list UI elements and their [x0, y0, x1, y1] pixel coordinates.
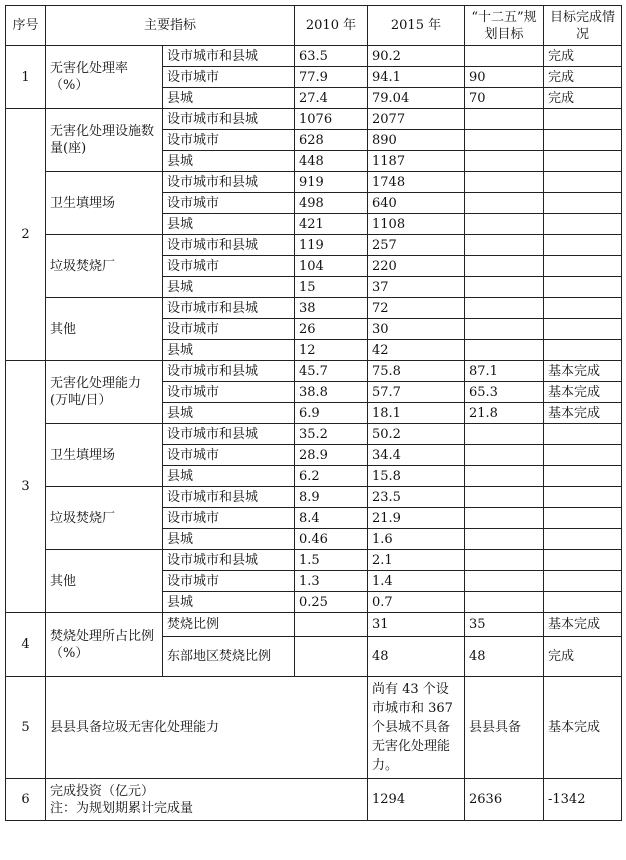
value-2010: 1.3: [295, 571, 368, 592]
status: 完成: [544, 88, 622, 109]
table-row: [6, 298, 622, 319]
indicator-group: 其他: [46, 298, 163, 361]
value-2010: 28.9: [295, 445, 368, 466]
seq-number: 4: [6, 613, 46, 677]
value-2010: 421: [295, 214, 368, 235]
value-2015: 640: [368, 193, 465, 214]
plan-target: 2636: [465, 779, 544, 821]
investment-note: 注：为规划期累计完成量: [50, 800, 194, 816]
status: [544, 592, 622, 613]
sub-indicator: 设市城市和县城: [163, 46, 295, 67]
value-2015: 94.1: [368, 67, 465, 88]
value-2010: 119: [295, 235, 368, 256]
table-row: [6, 109, 622, 130]
indicator-label: 县县具备垃圾无害化处理能力: [46, 677, 368, 779]
plan-target: 21.8: [465, 403, 544, 424]
value-2010: 628: [295, 130, 368, 151]
sub-indicator: 设市城市和县城: [163, 109, 295, 130]
plan-target: [465, 424, 544, 445]
investment-label: 完成投资（亿元）: [50, 783, 155, 799]
indicator-group: 无害化处理设施数量(座): [46, 109, 163, 172]
sub-indicator: 焚烧比例: [163, 613, 295, 637]
value-2015: 1294: [368, 779, 465, 821]
status: 完成: [544, 67, 622, 88]
table-row: [6, 550, 622, 571]
indicator-group: 垃圾焚烧厂: [46, 235, 163, 298]
value-2015: 31: [368, 613, 465, 637]
value-2015: 21.9: [368, 508, 465, 529]
value-2010: 26: [295, 319, 368, 340]
sub-indicator: 设市城市: [163, 508, 295, 529]
indicator-group: 卫生填埋场: [46, 172, 163, 235]
status: [544, 529, 622, 550]
value-2010: 8.9: [295, 487, 368, 508]
value-2010: 448: [295, 151, 368, 172]
value-2015: 48: [368, 637, 465, 677]
header-2010: 2010 年: [295, 6, 368, 46]
header-2015: 2015 年: [368, 6, 465, 46]
status: [544, 214, 622, 235]
header-status: 目标完成情况: [544, 6, 622, 46]
sub-indicator: 设市城市和县城: [163, 424, 295, 445]
plan-target: 70: [465, 88, 544, 109]
value-2010: 15: [295, 277, 368, 298]
value-2010: [295, 613, 368, 637]
plan-target: 65.3: [465, 382, 544, 403]
indicator-group: 无害化处理能力(万吨/日）: [46, 361, 163, 424]
status: [544, 424, 622, 445]
value-2015: 1748: [368, 172, 465, 193]
status: 基本完成: [544, 382, 622, 403]
status: [544, 277, 622, 298]
plan-target: [465, 319, 544, 340]
plan-target: [465, 340, 544, 361]
header-plan-target: “十二五”规划目标: [465, 6, 544, 46]
value-2015: 79.04: [368, 88, 465, 109]
status: 完成: [544, 637, 622, 677]
status: -1342: [544, 779, 622, 821]
value-2015: 尚有 43 个设市城市和 367 个县城不具备无害化处理能力。: [368, 677, 465, 779]
sub-indicator: 县城: [163, 214, 295, 235]
plan-target: 87.1: [465, 361, 544, 382]
value-2015: 1.6: [368, 529, 465, 550]
plan-target: 县县具备: [465, 677, 544, 779]
value-2010: 8.4: [295, 508, 368, 529]
plan-target: [465, 46, 544, 67]
indicator-group: 垃圾焚烧厂: [46, 487, 163, 550]
table-row: [6, 172, 622, 193]
sub-indicator: 设市城市: [163, 571, 295, 592]
value-2010: 63.5: [295, 46, 368, 67]
value-2010: 0.46: [295, 529, 368, 550]
sub-indicator: 县城: [163, 592, 295, 613]
sub-indicator: 东部地区焚烧比例: [163, 637, 295, 677]
plan-target: 90: [465, 67, 544, 88]
value-2010: 77.9: [295, 67, 368, 88]
plan-target: [465, 550, 544, 571]
status: [544, 193, 622, 214]
value-2015: 0.7: [368, 592, 465, 613]
value-2015: 75.8: [368, 361, 465, 382]
sub-indicator: 设市城市和县城: [163, 298, 295, 319]
value-2015: 72: [368, 298, 465, 319]
indicator-group: 其他: [46, 550, 163, 613]
status: [544, 571, 622, 592]
value-2010: 38.8: [295, 382, 368, 403]
plan-target: [465, 487, 544, 508]
status: [544, 487, 622, 508]
value-2010: 38: [295, 298, 368, 319]
sub-indicator: 设市城市和县城: [163, 487, 295, 508]
seq-number: 1: [6, 46, 46, 109]
status: [544, 235, 622, 256]
plan-target: [465, 214, 544, 235]
sub-indicator: 设市城市: [163, 382, 295, 403]
status: [544, 130, 622, 151]
plan-target: [465, 466, 544, 487]
table-row: [6, 613, 622, 637]
status: [544, 550, 622, 571]
indicator-label: [46, 779, 368, 821]
table-row: [6, 424, 622, 445]
value-2010: 35.2: [295, 424, 368, 445]
indicator-group: 卫生填埋场: [46, 424, 163, 487]
seq-number: 3: [6, 361, 46, 613]
plan-target: [465, 529, 544, 550]
plan-target: [465, 172, 544, 193]
sub-indicator: 县城: [163, 403, 295, 424]
plan-target: 35: [465, 613, 544, 637]
table-row: [6, 361, 622, 382]
sub-indicator: 设市城市和县城: [163, 550, 295, 571]
status: [544, 466, 622, 487]
status: [544, 298, 622, 319]
value-2015: 57.7: [368, 382, 465, 403]
value-2015: 42: [368, 340, 465, 361]
sub-indicator: 设市城市: [163, 193, 295, 214]
waste-treatment-table: [5, 5, 622, 821]
sub-indicator: 设市城市: [163, 67, 295, 88]
value-2010: 12: [295, 340, 368, 361]
value-2015: 90.2: [368, 46, 465, 67]
plan-target: [465, 151, 544, 172]
header-row: [6, 6, 622, 46]
plan-target: [465, 256, 544, 277]
value-2010: 0.25: [295, 592, 368, 613]
seq-number: 2: [6, 109, 46, 361]
sub-indicator: 设市城市和县城: [163, 361, 295, 382]
status: 基本完成: [544, 677, 622, 779]
value-2015: 23.5: [368, 487, 465, 508]
plan-target: [465, 298, 544, 319]
value-2015: 1187: [368, 151, 465, 172]
value-2015: 37: [368, 277, 465, 298]
plan-target: [465, 235, 544, 256]
status: [544, 340, 622, 361]
plan-target: [465, 445, 544, 466]
value-2010: 27.4: [295, 88, 368, 109]
sub-indicator: 设市城市: [163, 130, 295, 151]
sub-indicator: 县城: [163, 151, 295, 172]
value-2015: 220: [368, 256, 465, 277]
plan-target: [465, 277, 544, 298]
value-2015: 34.4: [368, 445, 465, 466]
sub-indicator: 设市城市和县城: [163, 172, 295, 193]
value-2010: 1.5: [295, 550, 368, 571]
value-2015: 890: [368, 130, 465, 151]
table-row: [6, 677, 622, 779]
sub-indicator: 设市城市: [163, 319, 295, 340]
sub-indicator: 县城: [163, 466, 295, 487]
seq-number: 6: [6, 779, 46, 821]
table-row: [6, 46, 622, 67]
sub-indicator: 县城: [163, 88, 295, 109]
plan-target: [465, 571, 544, 592]
value-2015: 18.1: [368, 403, 465, 424]
value-2015: 50.2: [368, 424, 465, 445]
indicator-group: 焚烧处理所占比例（%）: [46, 613, 163, 677]
seq-number: 5: [6, 677, 46, 779]
value-2010: 45.7: [295, 361, 368, 382]
table-row: [6, 487, 622, 508]
status: [544, 445, 622, 466]
sub-indicator: 县城: [163, 277, 295, 298]
status: [544, 319, 622, 340]
value-2010: 104: [295, 256, 368, 277]
plan-target: [465, 508, 544, 529]
sub-indicator: 县城: [163, 340, 295, 361]
value-2015: 2.1: [368, 550, 465, 571]
value-2010: 6.2: [295, 466, 368, 487]
value-2010: 919: [295, 172, 368, 193]
status: [544, 151, 622, 172]
plan-target: 48: [465, 637, 544, 677]
status: [544, 109, 622, 130]
status: 基本完成: [544, 361, 622, 382]
plan-target: [465, 130, 544, 151]
value-2010: 6.9: [295, 403, 368, 424]
status: [544, 172, 622, 193]
sub-indicator: 设市城市: [163, 256, 295, 277]
value-2015: 15.8: [368, 466, 465, 487]
value-2010: 498: [295, 193, 368, 214]
status: 完成: [544, 46, 622, 67]
status: [544, 256, 622, 277]
status: 基本完成: [544, 613, 622, 637]
value-2015: 2077: [368, 109, 465, 130]
indicator-group: 无害化处理率（%）: [46, 46, 163, 109]
sub-indicator: 县城: [163, 529, 295, 550]
value-2010: [295, 637, 368, 677]
status: 基本完成: [544, 403, 622, 424]
table-row: [6, 235, 622, 256]
value-2015: 1.4: [368, 571, 465, 592]
header-seq: 序号: [6, 6, 46, 46]
sub-indicator: 设市城市和县城: [163, 235, 295, 256]
value-2015: 30: [368, 319, 465, 340]
sub-indicator: 设市城市: [163, 445, 295, 466]
status: [544, 508, 622, 529]
plan-target: [465, 109, 544, 130]
table-row: [6, 779, 622, 821]
value-2015: 257: [368, 235, 465, 256]
value-2010: 1076: [295, 109, 368, 130]
plan-target: [465, 592, 544, 613]
plan-target: [465, 193, 544, 214]
value-2015: 1108: [368, 214, 465, 235]
header-indicator: 主要指标: [46, 6, 295, 46]
